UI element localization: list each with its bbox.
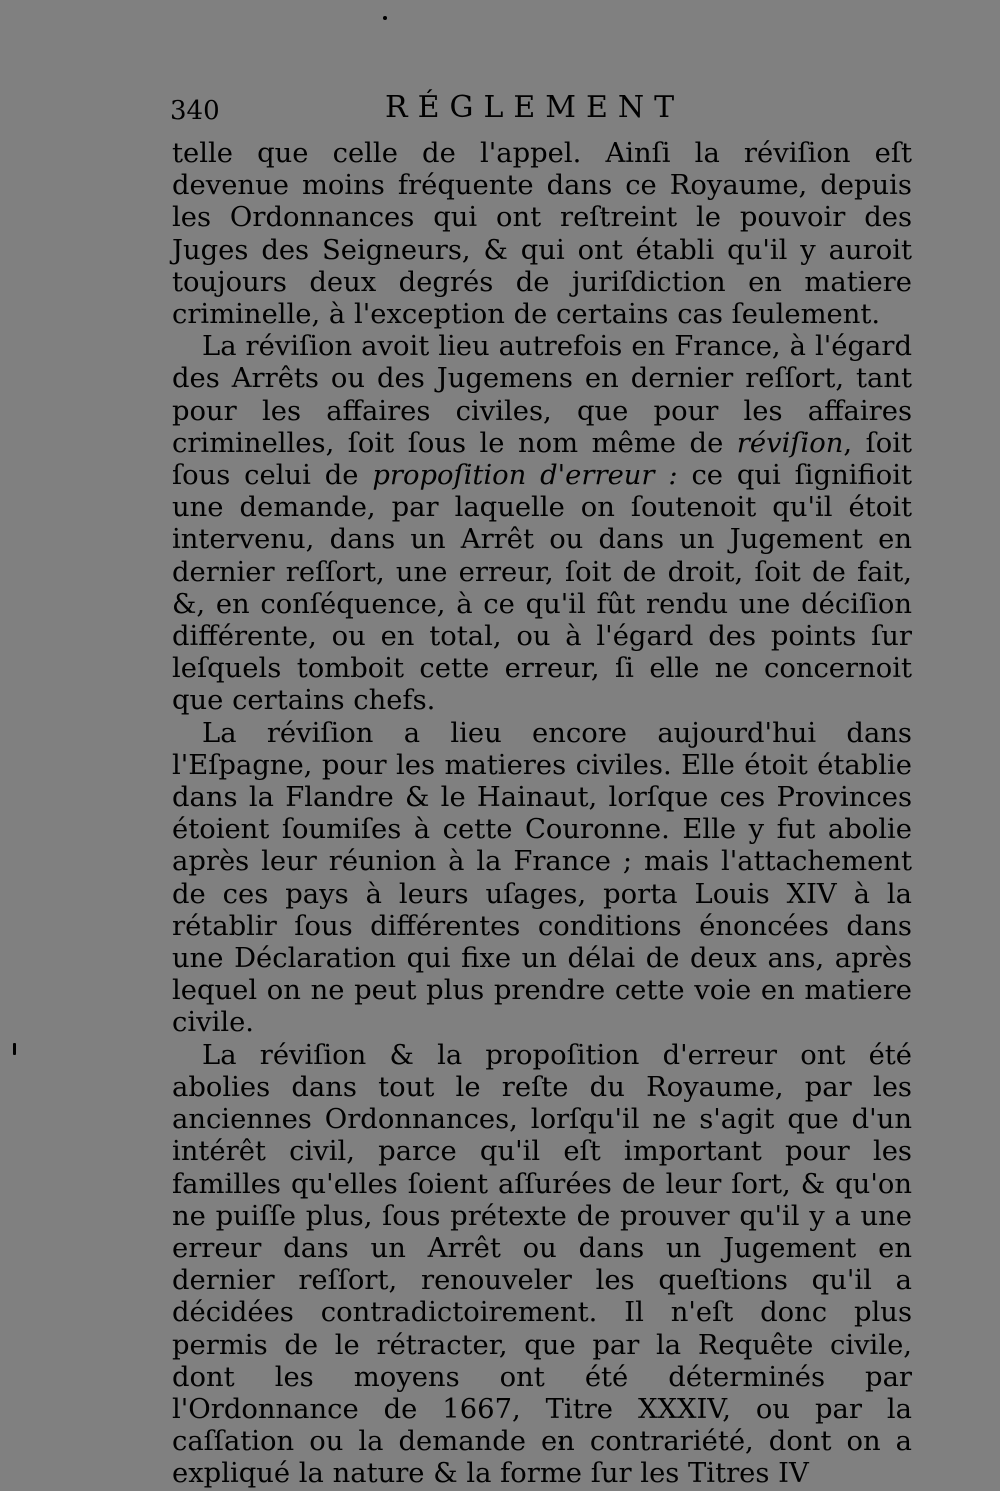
ink-dot-left-margin xyxy=(13,1043,16,1055)
paragraph-2-part-2: , ſoit ſous celui de xyxy=(172,427,912,492)
paragraph-1: telle que celle de l'appel. Ainſi la réviſion eſt devenue moins fréquente dans ce Royaume, depuis les Ordonnances qui ont reſtreint le pouvoir des Juges des Seigneurs, & qui ont établi qu'il y auroit toujours deux degrés de juriſdiction en matiere criminelle, à l'exception de certains cas ſeulement. xyxy=(172,138,912,331)
italic-term-revision: réviſion xyxy=(736,427,844,459)
running-head: RÉGLEMENT xyxy=(385,90,685,125)
paragraph-2 xyxy=(172,331,912,717)
ink-dot-top xyxy=(383,16,387,20)
body-text xyxy=(172,138,912,1491)
page-number: 340 xyxy=(170,96,220,126)
paragraph-2-part-1: La réviſion avoit lieu autrefois en France, à l'égard des Arrêts ou des Jugemens en dernier reſſort, tant pour les affaires civiles, que pour les affaires criminelles, ſoit ſous le nom même de xyxy=(172,331,912,459)
paragraph-4: La réviſion & la propoſition d'erreur ont été abolies dans tout le reſte du Royaume, par les anciennes Ordonnances, lorſqu'il ne s'agit que d'un intérêt civil, parce qu'il eſt important pour les familles qu'elles ſoient aſſurées de leur ſort, & qu'on ne puiſſe plus, ſous prétexte de prouver qu'il y a une erreur dans un Arrêt ou dans un Jugement en dernier reſſort, renouveler les queſtions qu'il a décidées contradictoirement. Il n'eſt donc plus permis de le rétracter, que par la Requête civile, dont les moyens ont été déterminés par l'Ordonnance de 1667, Titre XXXIV, ou par la caſſation ou la demande en contrariété, dont on a expliqué la nature & la forme ſur les Titres IV xyxy=(172,1039,912,1490)
italic-term-proposition-erreur: propoſition d'erreur : xyxy=(372,460,678,492)
paragraph-2-part-3: ce qui ſignifioit une demande, par laquelle on ſoutenoit qu'il étoit intervenu, dans un Arrêt ou dans un Jugement en dernier reſſort, une erreur, ſoit de droit, ſoit de fait, &, en conſéquence, à ce qu'il fût rendu une déciſion différente, ou en total, ou à l'égard des points ſur leſquels tomboit cette erreur, ſi elle ne concernoit que certains chefs. xyxy=(172,460,913,717)
paragraph-3: La réviſion a lieu encore aujourd'hui dans l'Eſpagne, pour les matieres civiles. Elle étoit établie dans la Flandre & le Hainaut, lorſque ces Provinces étoient ſoumiſes à cette Couronne. Elle y fut abolie après leur réunion à la France ; mais l'attachement de ces pays à leurs uſages, porta Louis XIV à la rétablir ſous différentes conditions énoncées dans une Déclaration qui fixe un délai de deux ans, après lequel on ne peut plus prendre cette voie en matiere civile. xyxy=(172,717,912,1039)
page-header xyxy=(170,88,910,132)
